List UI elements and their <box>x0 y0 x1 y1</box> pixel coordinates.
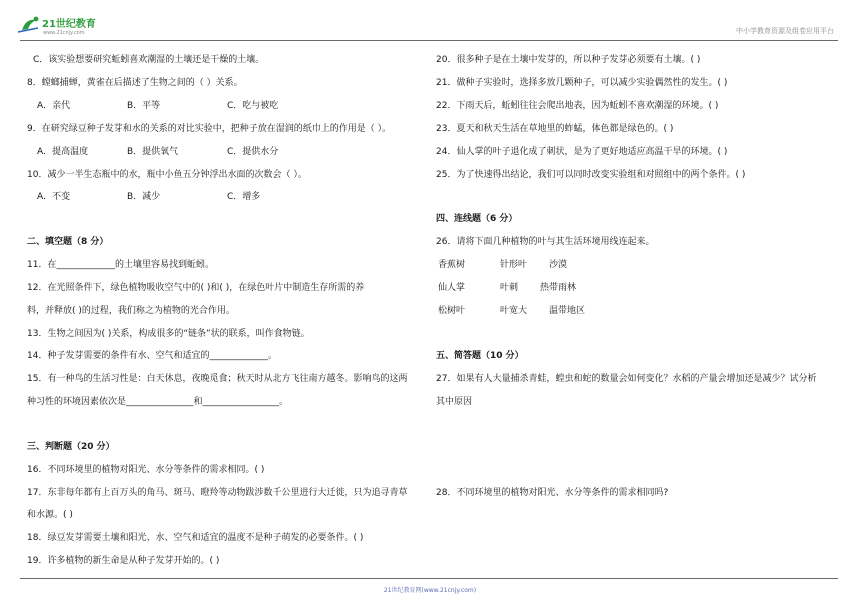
question-23: 23．夏天和秋天生活在草地里的蚱蜢，体色都是绿色的。( ) <box>436 124 674 134</box>
question-9-option-c: C．提供水分 <box>227 147 279 157</box>
question-7-option-c: C．该实验想要研究蚯蚓喜欢潮湿的土壤还是干燥的土壤。 <box>33 55 265 65</box>
question-21: 21．做种子实验时，选择多放几颗种子，可以减少实验偶然性的发生。( ) <box>436 78 728 88</box>
section-5-heading: 五、简答题（10 分） <box>436 351 524 361</box>
section-2-heading: 二、填空题（8 分） <box>27 237 109 247</box>
match-plant-2: 仙人掌 <box>438 283 466 293</box>
footer-divider <box>20 578 838 579</box>
question-15-line-1: 15．有一种鸟的生活习性是：白天休息，夜晚觅食；秋天时从北方飞往南方越冬。影响鸟的这两 <box>27 374 408 384</box>
question-28: 28．不同环境里的植物对阳光、水分等条件的需求相同吗? <box>436 488 669 498</box>
question-26: 26．请将下面几种植物的叶与其生活环境用线连起来。 <box>436 237 655 247</box>
match-plant-3: 松树叶 <box>438 306 466 316</box>
question-8: 8．螳螂捕蝉，黄雀在后描述了生物之间的（ ）关系。 <box>27 78 243 88</box>
logo-text: 21世纪教育 <box>42 19 96 30</box>
question-10-option-a: A．不变 <box>37 192 71 202</box>
header-divider <box>20 40 838 41</box>
question-27-line-1: 27．如果有人大量捕杀青蛙，蝗虫和蛇的数量会如何变化？水稻的产量会增加还是减少？试分析 <box>436 374 817 384</box>
question-9-option-a: A．提高温度 <box>37 147 89 157</box>
match-environment-1: 沙漠 <box>549 260 568 270</box>
question-17-line-1: 17．东非每年都有上百万头的角马、斑马、瞪羚等动物跋涉数千公里进行大迁徙，只为追寻青草 <box>27 488 408 498</box>
question-9: 9．在研究绿豆种子发芽和水的关系的对比实验中，把种子放在湿润的纸巾上的作用是（ ）。 <box>27 124 392 134</box>
match-leaf-1: 针形叶 <box>500 260 528 270</box>
logo-subtext: www.21cnjy.com <box>43 30 85 36</box>
question-17-line-2: 和水源。( ) <box>27 510 73 520</box>
question-10-option-c: C．增多 <box>227 192 261 202</box>
question-22: 22．下雨天后，蚯蚓往往会爬出地表，因为蚯蚓不喜欢潮湿的环境。( ) <box>436 101 719 111</box>
question-8-option-b: B．平等 <box>127 101 161 111</box>
match-environment-3: 温带地区 <box>549 306 586 316</box>
question-12-line-1: 12．在光照条件下，绿色植物吸收空气中的( )和( )，在绿色叶片中制造生存所需的养 <box>27 283 365 293</box>
question-16: 16．不同环境里的植物对阳光、水分等条件的需求相同。( ) <box>27 465 265 475</box>
question-10: 10．减少一半生态瓶中的水，瓶中小鱼五分钟浮出水面的次数会（ ）。 <box>27 170 307 180</box>
question-24: 24．仙人掌的叶子退化成了刺状，是为了更好地适应高温干旱的环境。( ) <box>436 147 728 157</box>
site-logo <box>16 14 126 36</box>
footer-site-link[interactable]: 21世纪教育网(www.21cnjy.com) <box>383 587 477 594</box>
site-tagline: 中小学教育资源及组卷应用平台 <box>736 27 834 35</box>
question-25: 25．为了快速得出结论，我们可以同时改变实验组和对照组中的两个条件。( ) <box>436 170 746 180</box>
question-9-option-b: B．提供氧气 <box>127 147 179 157</box>
logo-icon <box>16 14 126 36</box>
question-19: 19．许多植物的新生命是从种子发芽开始的。( ) <box>27 556 220 566</box>
question-8-option-a: A．亲代 <box>37 101 71 111</box>
question-20: 20．很多种子是在土壤中发芽的，所以种子发芽必须要有土壤。( ) <box>436 55 701 65</box>
match-leaf-2: 叶刺 <box>500 283 519 293</box>
question-27-line-2: 其中原因 <box>436 397 473 407</box>
section-3-heading: 三、判断题（20 分） <box>27 442 115 452</box>
question-8-option-c: C．吃与被吃 <box>227 101 279 111</box>
question-11: 11．在_____________的土壤里容易找到蚯蚓。 <box>27 260 214 270</box>
section-4-heading: 四、连线题（6 分） <box>436 214 518 224</box>
question-10-option-b: B．减少 <box>127 192 161 202</box>
match-leaf-3: 叶宽大 <box>500 306 528 316</box>
question-15-line-2: 种习性的环境因素依次是_______________和_________________。 <box>27 397 289 407</box>
question-12-line-2: 料，并释放( )的过程，我们称之为植物的光合作用。 <box>27 306 235 316</box>
question-14: 14．种子发芽需要的条件有水、空气和适宜的_____________。 <box>27 351 277 361</box>
match-environment-2: 热带雨林 <box>540 283 577 293</box>
question-13: 13．生物之间因为( )关系，构成很多的“链条”状的联系，叫作食物链。 <box>27 329 310 339</box>
match-plant-1: 香蕉树 <box>438 260 466 270</box>
question-18: 18．绿豆发芽需要土壤和阳光、水、空气和适宜的温度不是种子萌发的必要条件。( ) <box>27 533 364 543</box>
